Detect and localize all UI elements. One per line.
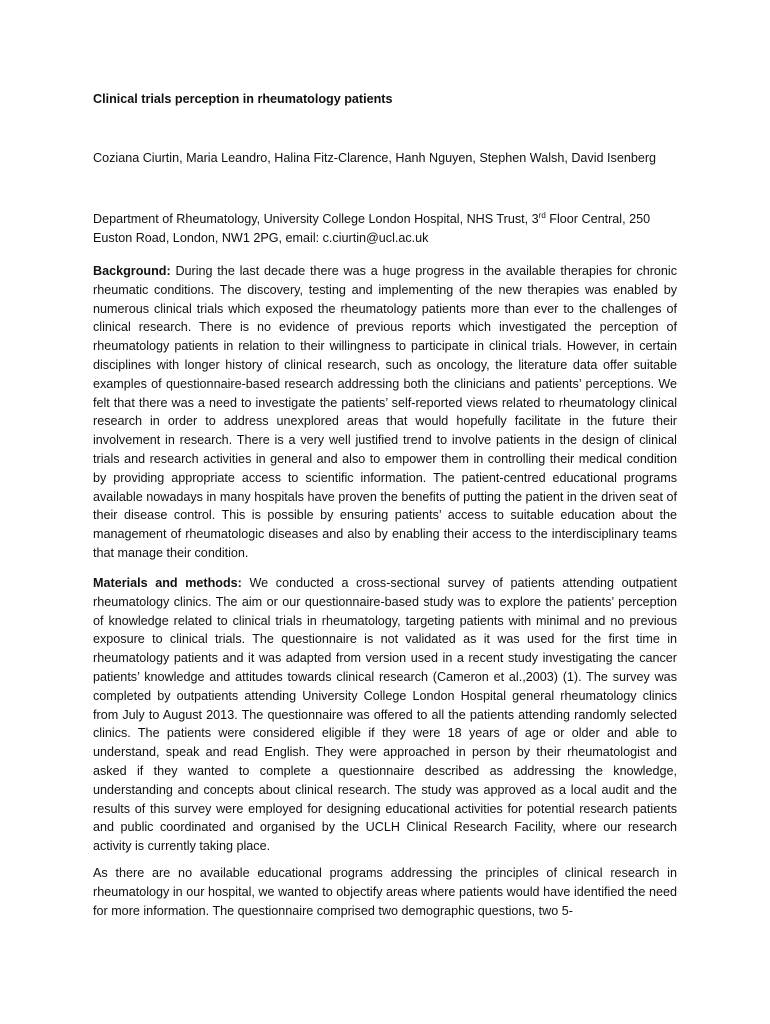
paper-title: Clinical trials perception in rheumatology patients [93, 92, 393, 106]
background-text: During the last decade there was a huge progress in the available therapies for chronic rheumatic conditions. The discovery, testing and implementing of the new therapies was enabled by numerous clinical trials which exposed the rheumatology patients more than ever to the challenges of clinical research. There is no evidence of previous reports which investigated the perception of rheumatology patients in relation to their willingness to participate in clinical trials. However, in certain disciplines with longer history of clinical research, such as oncology, the literature data offer suitable examples of questionnaire-based research addressing both the clinicians and patients’ perceptions. We felt that there was a need to investigate the patients’ self-reported views related to rheumatology clinical research in order to address unexplored areas that would hopefully facilitate in the future their involvement in research. There is a very well justified trend to involve patients in the design of clinical trials and research activities in general and also to empower them in controlling their medical condition by providing appropriate access to scientific information. The patient-centred educational programs available nowadays in many hospitals have proven the benefits of putting the patient in the driven seat of their disease control. This is possible by ensuring patients’ access to suitable education about the management of rheumatologic diseases and also by enabling their access to the interdisciplinary teams that manage their condition. [93, 264, 677, 560]
author-list: Coziana Ciurtin, Maria Leandro, Halina Fitz-Clarence, Hanh Nguyen, Stephen Walsh, David Isenberg [93, 151, 657, 165]
methods-heading: Materials and methods: [93, 576, 242, 590]
affiliation [93, 210, 677, 248]
affiliation-superscript: rd [538, 210, 546, 220]
affiliation-text-1: Department of Rheumatology, University College London Hospital, NHS Trust, 3 [93, 212, 539, 226]
background-paragraph [93, 262, 677, 563]
affiliation-text-2: Floor Central, 250 Euston Road, London, NW1 2PG, email: c.ciurtin@ucl.ac.uk [93, 212, 651, 245]
methods-paragraph [93, 574, 677, 856]
background-heading: Background: [93, 264, 171, 278]
third-paragraph: As there are no available educational programs addressing the principles of clinical research in rheumatology in our hospital, we wanted to objectify areas where patients would have identified the need for more information. The questionnaire comprised two demographic questions, two 5- [93, 866, 677, 918]
methods-text: We conducted a cross-sectional survey of patients attending outpatient rheumatology clinics. The aim or our questionnaire-based study was to explore the patients’ perception of knowledge related to clinical trials in rheumatology, targeting patients with minimal and no previous exposure to clinical trials. The questionnaire is not validated as it was used for the first time in rheumatology patients and it was adapted from version used in a recent study investigating the cancer patients’ knowledge and attitudes towards clinical research (Cameron et al.,2003) (1). The survey was completed by outpatients attending University College London Hospital general rheumatology clinics from July to August 2013. The questionnaire was offered to all the patients attending randomly selected clinics. The patients were considered eligible if they were 18 years of age or older and able to understand, speak and read English. They were approached in person by their rheumatologist and asked if they wanted to complete a questionnaire described as addressing the knowledge, understanding and concepts about clinical research. The study was approved as a local audit and the results of this survey were employed for designing educational activities for potential research patients and public coordinated and organised by the UCLH Clinical Research Facility, where our research activity is currently taking place. [93, 576, 677, 854]
